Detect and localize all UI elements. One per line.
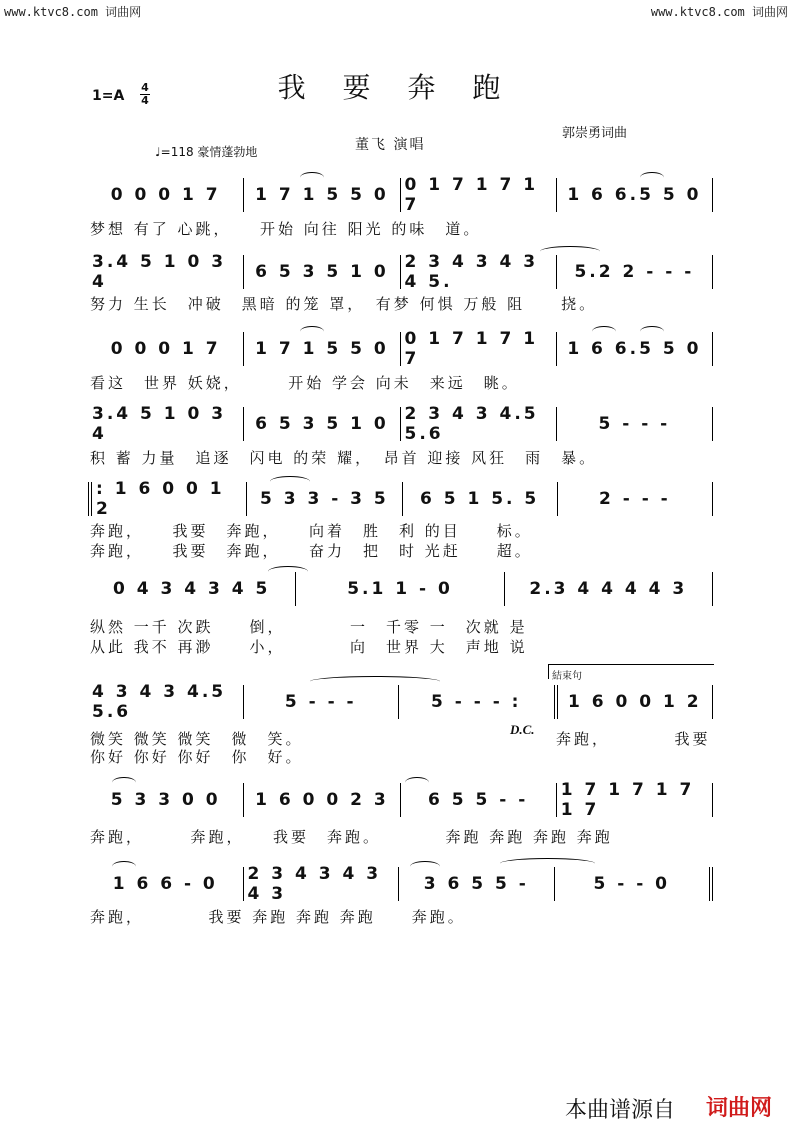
lyric-line: 积 蓄 力量 追逐 闪电 的荣 耀， 昂首 迎接 风狂 雨 暴。 <box>90 449 598 467</box>
score-line <box>88 864 713 904</box>
measure <box>244 864 400 904</box>
notes: 2 3 4 3 4 3 4 5. <box>404 252 539 292</box>
score-line <box>88 780 713 820</box>
score-line <box>88 682 713 722</box>
notes: 3.4 5 1 0 3 4 <box>92 404 227 444</box>
measure <box>296 572 504 606</box>
slur <box>500 858 595 869</box>
measure <box>557 407 713 441</box>
slur <box>640 172 664 183</box>
footer-logo[interactable]: 词曲网 <box>705 1096 772 1121</box>
tempo-marking: ♩=118 豪情蓬勃地 <box>155 145 258 159</box>
footer-source-text: 本曲谱源自 <box>564 1098 675 1123</box>
notes: 6 5 3 5 1 0 <box>255 414 389 434</box>
measure <box>88 867 244 901</box>
notes: 5.2 2 - - - <box>574 262 695 282</box>
notes: 5 - - 0 <box>593 874 671 894</box>
composer: 郭崇勇词曲 <box>562 126 628 141</box>
lyric-line: 梦想 有了 心跳， 开始 向往 阳光 的味 道。 <box>90 220 482 238</box>
score-line <box>88 572 713 606</box>
measure <box>88 783 244 817</box>
notes: 0 1 7 1 7 1 7 <box>404 329 539 369</box>
lyric-line: 看这 世界 妖娆， 开始 学会 向未 来远 眺。 <box>90 374 520 392</box>
notes: 2 - - - <box>598 489 671 509</box>
slur <box>112 861 136 872</box>
slur <box>112 777 136 788</box>
notes: 5 3 3 0 0 <box>110 790 221 810</box>
notes: 1 7 1 5 5 0 <box>255 185 389 205</box>
notes: 1 6 0 0 1 2 <box>567 692 702 712</box>
measure <box>399 867 555 901</box>
notes: 5 - - - <box>284 692 357 712</box>
lyric-line: 从此 我不 再渺 小， 向 世界 大 声地 说 <box>90 638 528 656</box>
notes: 5 - - - : <box>431 692 522 712</box>
lyric-line: 微笑 微笑 微笑 微 笑。 <box>90 730 304 748</box>
lyric-line: 奔跑， 我要 奔跑， 向着 胜 利 的目 标。 <box>90 522 533 540</box>
notes: 3 6 5 5 - <box>423 874 529 894</box>
measure <box>244 783 400 817</box>
slur <box>310 676 440 687</box>
notes: 4 3 4 3 4.5 5.6 <box>92 682 227 722</box>
key-signature: 1=A <box>92 88 125 104</box>
notes: 0 1 7 1 7 1 7 <box>404 175 539 215</box>
notes: 6 5 5 - - <box>427 790 529 810</box>
notes: 0 0 0 1 7 <box>110 185 221 205</box>
measure <box>88 572 296 606</box>
score-line <box>88 404 713 444</box>
performer: 董飞 演唱 <box>355 137 426 153</box>
measure <box>401 404 557 444</box>
notes: 5 - - - <box>598 414 671 434</box>
score-line <box>88 175 713 215</box>
notes: 1 6 6 - 0 <box>112 874 218 894</box>
notes: 0 0 0 1 7 <box>110 339 221 359</box>
notes: 2.3 4 4 4 4 3 <box>529 579 688 599</box>
measure <box>557 178 713 212</box>
notes: 1 6 6.5 5 0 <box>567 185 702 205</box>
lyric-line: 纵然 一千 次跌 倒， 一 千零 一 次就 是 <box>90 618 528 636</box>
measure <box>244 407 400 441</box>
notes: 1 6 6.5 5 0 <box>567 339 702 359</box>
ending-label: 結束句 <box>552 671 582 682</box>
measure <box>557 255 713 289</box>
measure <box>88 479 247 519</box>
measure <box>401 252 557 292</box>
measure <box>88 178 244 212</box>
slur <box>410 861 440 872</box>
notes: 6 5 3 5 1 0 <box>255 262 389 282</box>
measure <box>244 332 400 366</box>
measure <box>403 482 558 516</box>
measure <box>558 685 714 719</box>
lyric-line: 奔跑， 我要 奔跑， 奋力 把 时 光赶 超。 <box>90 542 533 560</box>
measure <box>557 780 713 820</box>
measure <box>557 332 713 366</box>
measure <box>555 867 714 901</box>
slur <box>268 566 308 577</box>
measure <box>88 252 244 292</box>
notes: 5 3 3 - 3 5 <box>259 489 389 509</box>
slur <box>300 326 324 337</box>
watermark-left: www.ktvc8.com 词曲网 <box>4 5 142 19</box>
measure <box>88 682 244 722</box>
dc-mark: D.C. <box>510 722 535 737</box>
notes: 1 7 1 5 5 0 <box>255 339 389 359</box>
measure <box>558 482 713 516</box>
notes: : 1 6 0 0 1 2 <box>96 479 225 519</box>
lyric-line: 奔跑， 我要 奔跑 奔跑 奔跑 奔跑。 <box>90 908 466 926</box>
slur <box>540 246 600 257</box>
song-title: 我 要 奔 跑 <box>277 71 515 104</box>
notes: 6 5 1 5. 5 <box>419 489 540 509</box>
notes: 1 7 1 7 1 7 1 7 <box>560 780 695 820</box>
notes: 5.1 1 - 0 <box>347 579 453 599</box>
lyric-line: 你好 你好 你好 你 好。 <box>90 748 304 766</box>
notes: 1 6 0 0 2 3 <box>255 790 389 810</box>
measure <box>244 685 400 719</box>
lyric-line: 奔跑， 奔跑， 我要 奔跑。 奔跑 奔跑 奔跑 奔跑 <box>90 828 613 846</box>
time-signature <box>140 83 150 106</box>
score-line <box>88 252 713 292</box>
slur <box>405 777 429 788</box>
time-signature-bottom: 4 <box>141 94 149 107</box>
score-line <box>88 329 713 369</box>
measure <box>244 255 400 289</box>
slur <box>640 326 664 337</box>
measure <box>401 783 557 817</box>
notes: 2 3 4 3 4 3 4 3 <box>247 864 382 904</box>
slur <box>592 326 616 337</box>
measure <box>247 482 402 516</box>
measure <box>88 332 244 366</box>
watermark-right: www.ktvc8.com 词曲网 <box>650 5 788 19</box>
notes: 3.4 5 1 0 3 4 <box>92 252 227 292</box>
notes: 0 4 3 4 3 4 5 <box>113 579 271 599</box>
lyric-line: 奔跑， 我要 <box>556 730 711 748</box>
measure <box>401 175 557 215</box>
measure <box>399 685 558 719</box>
notes: 2 3 4 3 4.5 5.6 <box>404 404 539 444</box>
measure <box>505 572 713 606</box>
lyric-line: 努力 生长 冲破 黑暗 的笼 罩， 有梦 何惧 万般 阻 挠。 <box>90 295 598 313</box>
time-signature-top: 4 <box>141 81 149 94</box>
measure <box>401 329 557 369</box>
slur <box>300 172 324 183</box>
measure <box>244 178 400 212</box>
slur <box>270 476 310 487</box>
score-line <box>88 479 713 519</box>
measure <box>88 404 244 444</box>
